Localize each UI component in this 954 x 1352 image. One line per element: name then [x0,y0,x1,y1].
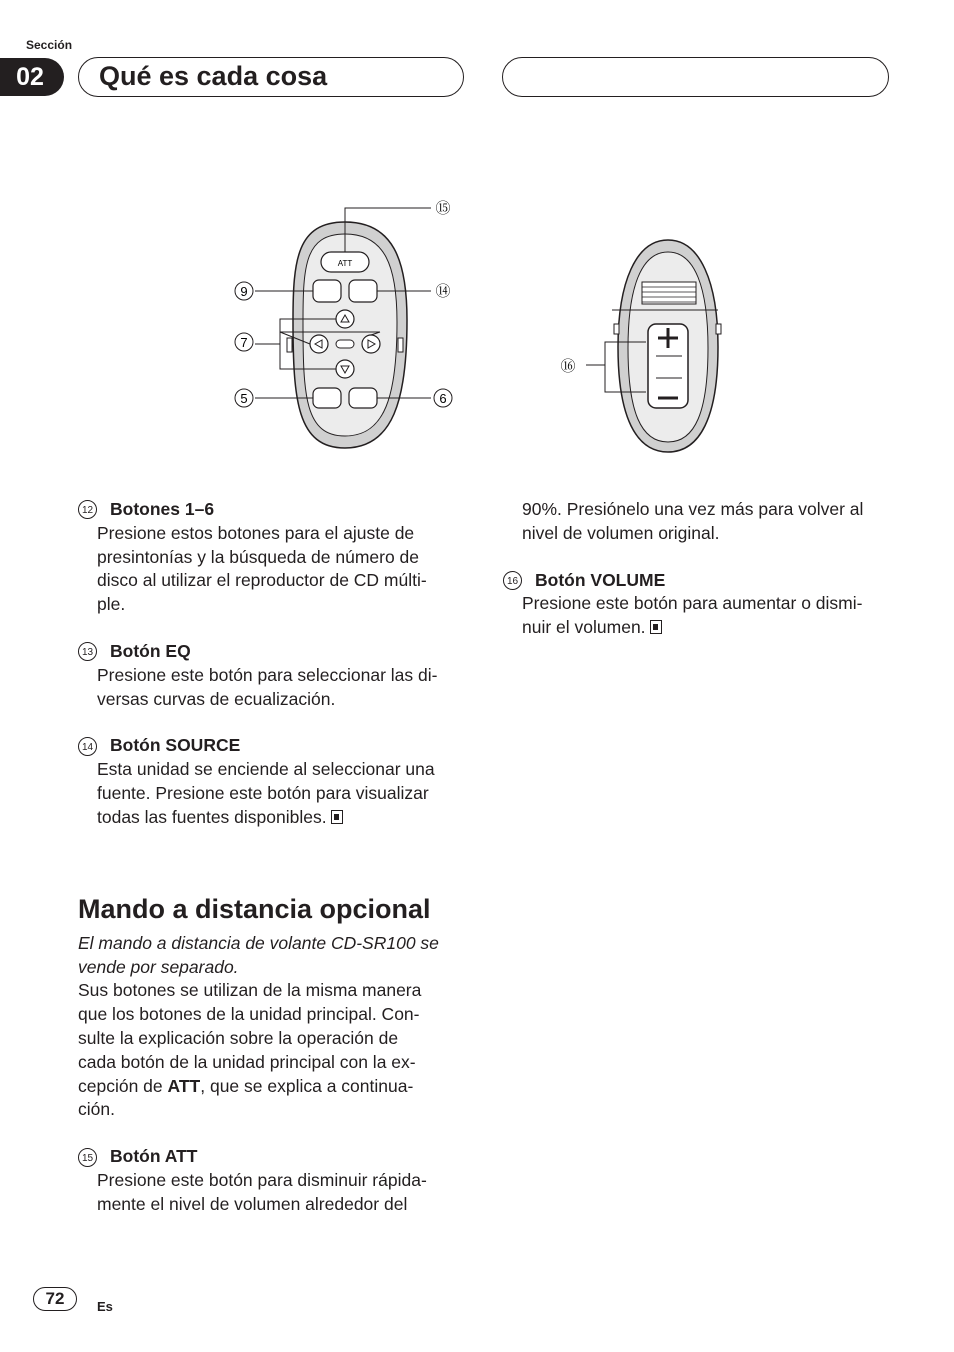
end-mark-icon [650,620,662,634]
section-label: Sección [26,38,73,52]
item-15-number: 15 [78,1148,97,1167]
language-code: Es [97,1299,113,1314]
button-9 [313,280,341,302]
item-14-body: Esta unidad se enciende al seleccionar una fuente. Presione este botón para visualizar todas las fuentes disponibles. [97,759,435,827]
callout-6: 6 [439,391,447,406]
item-14 [78,734,468,829]
right-arrow-button [362,335,380,353]
item-15-title: Botón ATT [110,1146,198,1167]
item-13-number: 13 [78,642,97,661]
up-arrow-button [336,310,354,328]
steering-remote-figure [225,190,465,460]
item-13 [78,640,468,711]
section-number-badge: 02 [0,58,64,96]
att-bold: ATT [167,1075,201,1096]
title-pill [78,57,464,97]
item-13-title: Botón EQ [110,640,191,661]
callout-14: ⑭ [435,282,451,300]
intro-paragraph: Sus botones se utilizan de la misma manera que los botones de la unidad principal. Con- sulte la explicación sobre la operación de cada botón de la unidad principal con la ex- cepción de ATT, que se explica a continua- ción. [78,980,422,1120]
item-15-body: Presione este botón para disminuir rápida- mente el nivel de volumen alrededor del [97,1169,427,1214]
item-13-body: Presione este botón para seleccionar las di- versas curvas de ecualización. [97,664,438,709]
item-14-number: 14 [78,737,97,756]
item-15 [78,1145,468,1216]
right-column [503,498,893,663]
callout-16: ⑯ [560,357,576,375]
section-heading: Mando a distancia opcional [78,894,431,924]
button-14 [349,280,377,302]
button-5 [313,388,341,408]
item-15-continuation: 90%. Presiónelo una vez más para volver al nivel de volumen original. [522,499,864,543]
callout-15: ⑮ [435,199,451,217]
callout-5: 5 [240,391,248,406]
item-16-number: 16 [503,571,522,590]
item-12-body: Presione estos botones para el ajuste de presintonías y la búsqueda de número de disco al utilizar el reproductor de CD múlti- ple. [97,522,427,615]
item-14-title: Botón SOURCE [110,735,241,756]
item-12 [78,498,468,617]
end-mark-icon [331,810,343,824]
intro-italic: El mando a distancia de volante CD-SR100 se vende por separado. [78,932,439,977]
remote-back-figure [550,232,730,462]
att-label: ATT [337,259,353,268]
optional-remote-section [78,894,468,1240]
callout-7: 7 [240,335,248,350]
center-button [336,340,354,348]
down-arrow-button [336,360,354,378]
left-arrow-button [310,335,328,353]
callout-9: 9 [240,284,248,299]
item-12-number: 12 [78,500,97,519]
grip-area [642,282,696,304]
button-6 [349,388,377,408]
page-number: 72 [33,1287,77,1311]
item-12-title: Botones 1–6 [110,499,215,519]
right-header-pill [502,57,889,97]
item-16-body: Presione este botón para aumentar o dismi- nuir el volumen. [522,593,863,638]
item-16-title: Botón VOLUME [535,569,666,590]
left-column [78,498,468,853]
page-title: Qué es cada cosa [99,61,328,91]
item-16 [503,569,893,640]
